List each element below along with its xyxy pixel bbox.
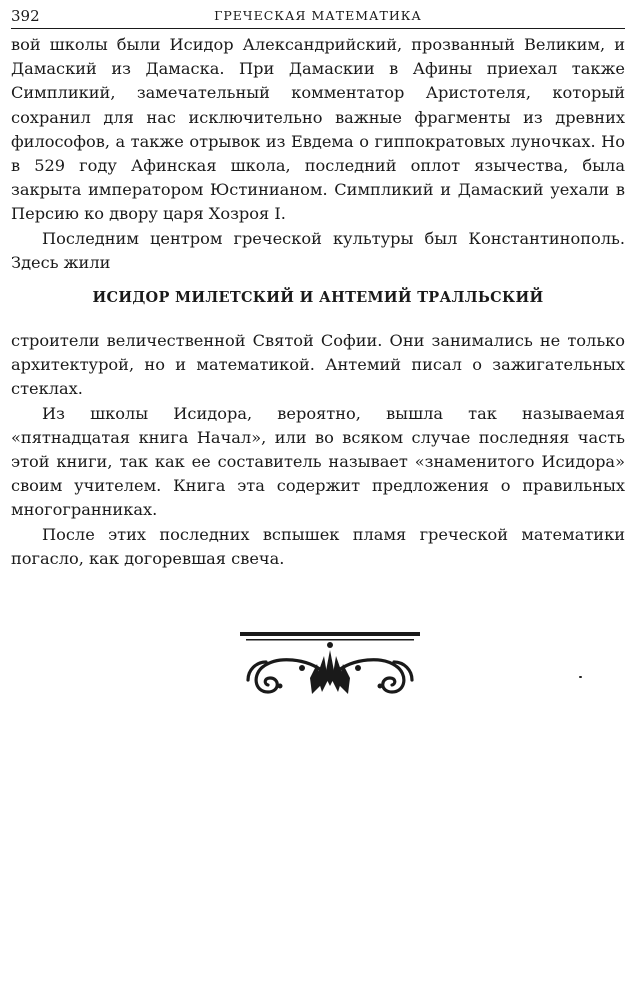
decorative-tailpiece-icon bbox=[240, 632, 420, 702]
text-block-bottom bbox=[11, 329, 625, 571]
paragraph-continuation: вой школы были Исидор Александрийский, прозванный Великим, и Дамаский из Дамаска. При Дамаскии в Афины приехал также Симпликий, замечательный комментатор Аристотеля, который сохранил для нас исключительно важные фрагменты из древних философов, а также отрывок из Евдема о гиппократовых луночках. Но в 529 году Афинская школа, последний оплот язычества, была закрыта императором Юстинианом. Симпликий и Дамаский уехали в Персию ко двору царя Хозроя I. bbox=[11, 35, 625, 224]
paragraph-fifteenth-book: Из школы Исидора, вероятно, вышла так называемая «пятнадцатая книга Начал», или во всяком случае последняя часть этой книги, так как ее составитель называет «знаменитого Исидора» своим учителем. Книга эта содержит предложения о правильных многогранниках. bbox=[11, 403, 625, 520]
paragraph-constantinople: Последним центром греческой культуры был Константинополь. Здесь жили bbox=[11, 228, 625, 272]
paragraph-builders: строители величественной Святой Софии. Они занимались не только архитектурой, но и математикой. Антемий писал о зажигательных стеклах. bbox=[11, 331, 625, 399]
page-number: 392 bbox=[11, 7, 40, 25]
paragraph-conclusion: После этих последних вспышек пламя греческой математики погасло, как догоревшая свеча. bbox=[11, 524, 625, 568]
section-heading: ИСИДОР МИЛЕТСКИЙ И АНТЕМИЙ ТРАЛЛЬСКИЙ bbox=[92, 289, 544, 306]
page-header bbox=[11, 6, 625, 29]
text-block-top bbox=[11, 33, 625, 275]
running-title: ГРЕЧЕСКАЯ МАТЕМАТИКА bbox=[214, 8, 422, 23]
print-speck bbox=[579, 676, 582, 678]
